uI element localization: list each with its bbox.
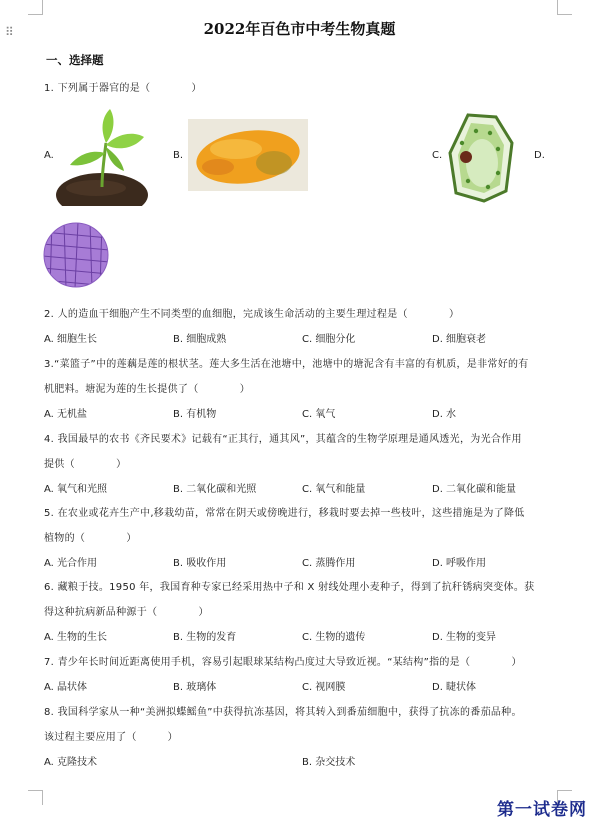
- q5-option-d: D. 呼吸作用: [432, 558, 487, 569]
- q8-option-b: B. 杂交技术: [302, 757, 356, 768]
- q2-option-b: B. 细胞成熟: [173, 334, 227, 345]
- section-heading: 一、选择题: [46, 53, 104, 67]
- page-title: 2022年百色市中考生物真题: [203, 20, 396, 38]
- onion-epidermis-image: [42, 222, 110, 288]
- q6-option-c: C. 生物的遗传: [302, 632, 366, 643]
- question-3-stem-line2: 机肥料。塘泥为莲的生长提供了（ ）: [44, 384, 250, 395]
- q2-option-a: A. 细胞生长: [44, 334, 98, 345]
- q4-option-d: D. 二氧化碳和能量: [432, 484, 517, 495]
- drag-handle-icon[interactable]: ⠿: [5, 25, 14, 39]
- question-4-stem-line1: 4. 我国最早的农书《齐民要术》记载有“正其行，通其风”，其蕴含的生物学原理是通风透光，为光合作用: [44, 434, 522, 445]
- plant-cell-image: [446, 113, 516, 203]
- q7-option-c: C. 视网膜: [302, 682, 346, 693]
- q5-option-b: B. 吸收作用: [173, 558, 227, 569]
- q4-option-c: C. 氧气和能量: [302, 484, 366, 495]
- question-7-stem: 7. 青少年长时间近距离使用手机，容易引起眼球某结构凸度过大导致近视。“某结构”指的是（ ）: [44, 657, 522, 668]
- corner-mark-top-right: [557, 0, 572, 15]
- q3-option-c: C. 氧气: [302, 409, 336, 420]
- q3-option-d: D. 水: [432, 409, 457, 420]
- q3-option-b: B. 有机物: [173, 409, 217, 420]
- question-5-stem-line1: 5. 在农业或花卉生产中,移栽幼苗，常常在阴天或傍晚进行，移栽时要去掉一些枝叶，这些措施是为了降低: [44, 508, 525, 519]
- q6-option-d: D. 生物的变异: [432, 632, 497, 643]
- q4-option-a: A. 氧气和光照: [44, 484, 108, 495]
- question-1-stem: 1. 下列属于器官的是（ ）: [44, 83, 202, 94]
- q7-option-b: B. 玻璃体: [173, 682, 217, 693]
- option-c-label: C.: [432, 150, 443, 161]
- question-6-stem-line2: 得这种抗病新品种源于（ ）: [44, 607, 209, 618]
- seedling-image: [56, 103, 148, 206]
- question-6-stem-line1: 6. 藏粮于技。1950 年，我国育种专家已经采用热中子和 X 射线处理小麦种子，得到了抗秆锈病突变体。获: [44, 582, 535, 593]
- question-4-stem-line2: 提供（ ）: [44, 459, 127, 470]
- question-3-stem-line1: 3.“菜篮子”中的莲藕是莲的根状茎。莲大多生活在池塘中，池塘中的塘泥含有丰富的有机质，是非常好的有: [44, 359, 529, 370]
- q5-option-c: C. 蒸腾作用: [302, 558, 356, 569]
- question-2-stem: 2. 人的造血干细胞产生不同类型的血细胞，完成该生命活动的主要生理过程是（ ）: [44, 309, 460, 320]
- mango-image: [188, 119, 308, 191]
- option-b-label: B.: [173, 150, 184, 161]
- q4-option-b: B. 二氧化碳和光照: [173, 484, 257, 495]
- q8-option-a: A. 克隆技术: [44, 757, 98, 768]
- q2-option-d: D. 细胞衰老: [432, 334, 487, 345]
- q5-option-a: A. 光合作用: [44, 558, 98, 569]
- corner-mark-top-left: [28, 0, 43, 15]
- q7-option-a: A. 晶状体: [44, 682, 88, 693]
- q3-option-a: A. 无机盐: [44, 409, 88, 420]
- q2-option-c: C. 细胞分化: [302, 334, 356, 345]
- q6-option-b: B. 生物的发育: [173, 632, 237, 643]
- option-d-label: D.: [534, 150, 545, 161]
- corner-mark-bottom-left: [28, 790, 43, 805]
- option-a-label: A.: [44, 150, 54, 161]
- q7-option-d: D. 睫状体: [432, 682, 477, 693]
- question-5-stem-line2: 植物的（ ）: [44, 533, 137, 544]
- question-8-stem-line1: 8. 我国科学家从一种“美洲拟蝶鳐鱼”中获得抗冻基因，将其转入到番茄细胞中，获得了抗冻的番茄品种。: [44, 707, 522, 718]
- q6-option-a: A. 生物的生长: [44, 632, 108, 643]
- question-8-stem-line2: 该过程主要应用了（ ）: [44, 732, 178, 743]
- site-logo[interactable]: 第一试卷网: [497, 800, 587, 820]
